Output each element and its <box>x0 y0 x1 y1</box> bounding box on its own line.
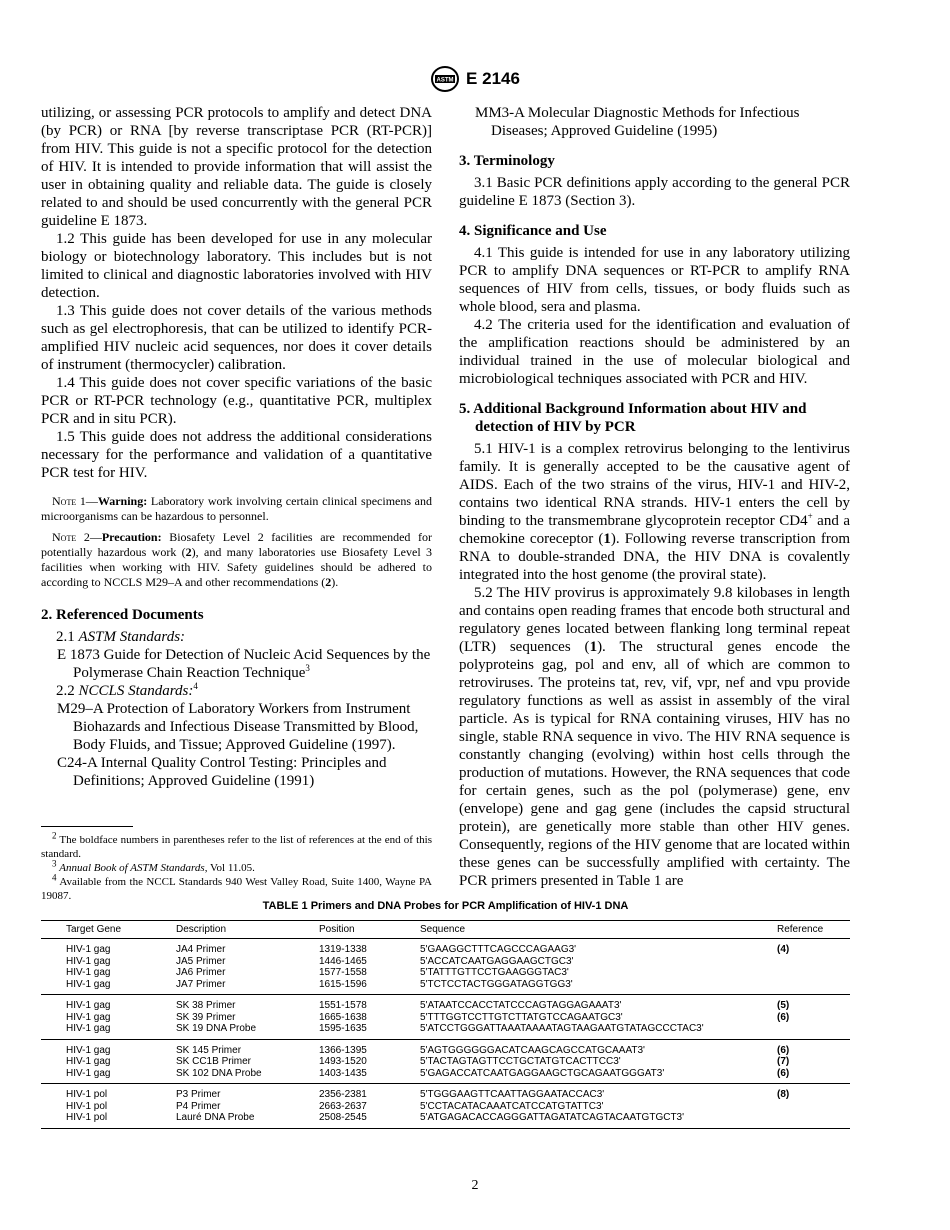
cell-description: SK 38 Primer <box>176 1000 236 1011</box>
cell-description: JA7 Primer <box>176 978 226 990</box>
cell-target-gene: HIV-1 gag <box>66 978 111 990</box>
cell-position: 1403-1435 <box>319 1067 367 1079</box>
cell-target-gene: HIV-1 pol <box>66 1089 108 1100</box>
cell-description: Lauré DNA Probe <box>176 1112 255 1123</box>
cell-position: 1551-1578 <box>319 1000 367 1011</box>
table-group <box>41 1039 850 1084</box>
cell-sequence: 5'TATTTGTTCCTGAAGGGTAC3' <box>420 967 569 978</box>
cell-description: SK 39 Primer <box>176 1011 236 1023</box>
astm-standards-heading: 2.1 ASTM Standards: <box>56 629 186 645</box>
table-group <box>41 995 850 1040</box>
cell-target-gene: HIV-1 pol <box>66 1100 108 1112</box>
cell-target-gene: HIV-1 gag <box>66 1056 111 1067</box>
footnote-4: $^4$ Available from the NCCL Standards 940 West Valley Road, Suite 1400, Wayne PA 19087. <box>41 872 432 902</box>
scope-intro-paragraph: utilizing, or assessing PCR protocols to amplify and detect DNA (by PCR) or RNA [by reverse transcriptase PCR (RT-PCR)] from HIV. This guide is not a specific protocol for the detection of HIV. It is intended to provide information that will assist the user in obtaining quality and reliable data. The guide is closely related to and should be used concurrently with the general PCR guideline E 1873. <box>41 105 432 229</box>
cell-target-gene: HIV-1 gag <box>66 1067 111 1079</box>
cell-reference <box>777 967 850 979</box>
cell-sequence: 5'GAGACCATCAATGAGGAAGCTGCAGAATGGGAT3' <box>420 1067 665 1079</box>
table-row <box>41 1012 850 1024</box>
cell-position: 2356-2381 <box>319 1089 367 1100</box>
table-row <box>41 1084 850 1101</box>
table-header-row <box>41 921 850 939</box>
reference-e1873: E 1873 Guide for Detection of Nucleic Acid Sequences by the Polymerase Chain Reaction Technique$^3$ <box>57 647 431 681</box>
footnote-3: $^3$ Annual Book of ASTM Standards, Vol 11.05. <box>52 858 255 874</box>
cell-position: 1319-1338 <box>319 944 367 955</box>
cell-position: 1366-1395 <box>319 1044 367 1056</box>
standard-designation: E 2146 <box>466 69 520 88</box>
cell-description: SK 19 DNA Probe <box>176 1023 257 1034</box>
right-column <box>459 104 850 890</box>
page-header <box>0 64 950 94</box>
cell-reference <box>777 979 850 995</box>
cell-target-gene: HIV-1 gag <box>66 944 111 955</box>
primer-data-table <box>41 920 850 1129</box>
table-row <box>41 956 850 968</box>
cell-position: 1493-1520 <box>319 1056 367 1067</box>
table-row <box>41 1023 850 1039</box>
cell-position: 2663-2637 <box>319 1100 367 1112</box>
cell-target-gene: HIV-1 gag <box>66 967 111 978</box>
cell-position: 1446-1465 <box>319 955 367 967</box>
cell-reference: (7) <box>777 1056 790 1067</box>
reference-m29a: M29–A Protection of Laboratory Workers from Instrument Biohazards and Infectious Disease Transmitted by Blood, Body Fluids, and Tissue; Approved Guideline (1997). <box>57 701 419 753</box>
reference-c24a: C24-A Internal Quality Control Testing: Principles and Definitions; Approved Guideline (1991) <box>57 755 387 789</box>
astm-logo-icon <box>430 66 460 92</box>
table-row <box>41 1068 850 1084</box>
column-header: Reference <box>777 924 824 935</box>
cell-position: 1577-1558 <box>319 967 367 978</box>
cell-target-gene: HIV-1 gag <box>66 1011 111 1023</box>
cell-target-gene: HIV-1 gag <box>66 955 111 967</box>
cell-reference: (5) <box>777 1000 790 1011</box>
paragraph-5-2: 5.2 The HIV provirus is approximately 9.8 kilobases in length and contains open reading frames that encode both structural and regulatory genes located between flanking long terminal repeat (LTR) sequences (1). The structural genes encode the polyproteins gag, pol and env, all of which are common to retroviruses. The proteins tat, rev, vif, vpr, nef and vpu provide regulatory functions as well as assist in assembly of the viral particle. As is typical for RNA containing viruses, HIV has no single, stable RNA sequence in vivo. The HIV RNA sequence is constantly changing (evolving) within host cells through the production of mutations. However, the RNA sequences that code for certain genes, such as the pol (polymerase) gene, env (envelope) gene and gag gene (includes the capsid structural protein), are genetically more stable than other HIV genes. Consequently, regions of the HIV genome that are located within these genes can be successfully amplified with certainty. The PCR primers presented in Table 1 are <box>459 585 850 889</box>
section-2-heading: 2. Referenced Documents <box>41 607 204 623</box>
table-row <box>41 1056 850 1068</box>
footnote-divider <box>41 826 133 827</box>
left-column <box>41 104 432 903</box>
note-1: Note 1—Warning: Laboratory work involving certain clinical specimens and microorganisms can be hazardous to personnel. <box>41 494 432 523</box>
cell-reference: (6) <box>777 1067 790 1079</box>
cell-reference <box>777 1023 850 1039</box>
section-4-heading: 4. Significance and Use <box>459 223 607 239</box>
cell-reference: (6) <box>777 1044 790 1056</box>
table-row <box>41 1112 850 1128</box>
table-group <box>41 939 850 995</box>
cell-reference <box>777 1112 850 1128</box>
paragraph-1-4: 1.4 This guide does not cover specific variations of the basic PCR or RT-PCR technology (e.g., quantitative PCR, multiplex PCR and in situ PCR). <box>41 375 432 427</box>
note-2: Note 2—Precaution: Biosafety Level 2 facilities are recommended for potentially hazardous work (2), and many laboratories use Biosafety Level 3 facilities when working with HIV. Safety guidelines should be adhered to according to NCCLS M29–A and other recommendations (2). <box>41 530 433 589</box>
cell-position: 1595-1635 <box>319 1023 367 1034</box>
cell-sequence: 5'TGGGAAGTTCAATTAGGAATACCAC3' <box>420 1089 605 1100</box>
cell-sequence: 5'GAAGGCTTTCAGCCCAGAAG3' <box>420 944 577 955</box>
cell-position: 1665-1638 <box>319 1011 367 1023</box>
cell-description: SK 145 Primer <box>176 1044 242 1056</box>
cell-reference: (8) <box>777 1089 790 1100</box>
cell-description: JA6 Primer <box>176 967 226 978</box>
paragraph-4-1: 4.1 This guide is intended for use in any laboratory utilizing PCR to amplify DNA sequences or RT-PCR to amplify RNA sequences of HIV from cells, tissues, or body fluids such as whole blood, sera and plasma. <box>459 245 850 315</box>
cell-description: P4 Primer <box>176 1100 221 1112</box>
cell-target-gene: HIV-1 gag <box>66 1044 111 1056</box>
cell-description: JA4 Primer <box>176 944 226 955</box>
paragraph-4-2: 4.2 The criteria used for the identification and evaluation of the amplification reactions should be administered by an individual trained in the use of molecular biological and microbiological techniques associated with PCR and HIV. <box>459 317 850 387</box>
cell-sequence: 5'ATGAGACACCAGGGATTAGATATCAGTACAATGTGCT3' <box>420 1112 685 1123</box>
cell-description: SK CC1B Primer <box>176 1056 252 1067</box>
table-row <box>41 995 850 1012</box>
cell-sequence: 5'TCTCCTACTGGGATAGGTGG3' <box>420 978 573 990</box>
paragraph-1-5: 1.5 This guide does not address the additional considerations necessary for the performance and validation of a quantitative PCR test for HIV. <box>41 429 432 481</box>
column-header: Description <box>176 924 227 935</box>
section-3-heading: 3. Terminology <box>459 153 555 169</box>
primer-table <box>41 900 850 1129</box>
table-row <box>41 1101 850 1113</box>
reference-mm3a: MM3-A Molecular Diagnostic Methods for Infectious Diseases; Approved Guideline (1995) <box>475 105 800 139</box>
paragraph-3-1: 3.1 Basic PCR definitions apply according to the general PCR guideline E 1873 (Section 3). <box>459 175 850 209</box>
column-header: Position <box>319 924 355 935</box>
cell-description: JA5 Primer <box>176 955 226 967</box>
table-row <box>41 1039 850 1056</box>
cell-target-gene: HIV-1 gag <box>66 1000 111 1011</box>
cell-sequence: 5'TTTGGTCCTTGTCTTATGTCCAGAATGC3' <box>420 1011 623 1023</box>
cell-reference: (4) <box>777 944 790 955</box>
paragraph-5-1: 5.1 HIV-1 is a complex retrovirus belonging to the lentivirus family. It is generally accepted to be the causative agent of AIDS. Each of the two strains of the virus, HIV-1 and HIV-2, contains two identical RNA strands. HIV-1 enters the cell by binding to the transmembrane glycoprotein receptor CD4+ and a chemokine coreceptor (1). Following reverse transcription from RNA to double-stranded DNA, the HIV DNA is covalently integrated into the host genome (the proviral state). <box>459 441 850 583</box>
cell-description: SK 102 DNA Probe <box>176 1067 262 1079</box>
footnote-2: $^2$ The boldface numbers in parentheses refer to the list of references at the end of this standard. <box>41 830 432 860</box>
table-row <box>41 967 850 979</box>
section-5-heading: 5. Additional Background Information about HIV and detection of HIV by PCR <box>459 401 807 435</box>
cell-target-gene: HIV-1 gag <box>66 1023 111 1034</box>
cell-description: P3 Primer <box>176 1089 221 1100</box>
cell-reference <box>777 1101 850 1113</box>
cell-sequence: 5'ATCCTGGGATTAAATAAAATAGTAAGAATGTATAGCCCTAC3' <box>420 1023 704 1034</box>
cell-sequence: 5'ATAATCCACCTATCCCAGTAGGAGAAAT3' <box>420 1000 622 1011</box>
cell-reference <box>777 956 850 968</box>
cell-sequence: 5'TACTAGTAGTTCCTGCTATGTCACTTCC3' <box>420 1056 621 1067</box>
cell-sequence: 5'ACCATCAATGAGGAAGCTGC3' <box>420 955 574 967</box>
paragraph-1-2: 1.2 This guide has been developed for use in any molecular biology or biotechnology laboratory. This includes but is not limited to clinical and diagnostic laboratories involved with HIV detection. <box>41 231 432 301</box>
table-row <box>41 979 850 995</box>
svg-text:ASTM: ASTM <box>436 77 454 84</box>
cell-position: 1615-1596 <box>319 978 367 990</box>
column-header: Target Gene <box>66 924 122 935</box>
page-number: 2 <box>471 1178 479 1193</box>
cell-sequence: 5'AGTGGGGGGACATCAAGCAGCCATGCAAAT3' <box>420 1044 645 1056</box>
cell-sequence: 5'CCTACATACAAATCATCCATGTATTC3' <box>420 1100 604 1112</box>
column-header: Sequence <box>420 924 466 935</box>
cell-position: 2508-2545 <box>319 1112 367 1123</box>
table-title: TABLE 1 Primers and DNA Probes for PCR Amplification of HIV-1 DNA <box>262 900 629 912</box>
cell-reference: (6) <box>777 1011 790 1023</box>
table-row <box>41 939 850 956</box>
table-group <box>41 1084 850 1129</box>
cell-target-gene: HIV-1 pol <box>66 1112 108 1123</box>
nccls-standards-heading: 2.2 NCCLS Standards:$^4$ <box>56 681 198 699</box>
paragraph-1-3: 1.3 This guide does not cover details of the various methods such as gel electrophoresis, that can be utilized to identify PCR-amplified HIV nucleic acid sequences, nor does it cover details of instrument (thermocycler) calibration. <box>41 303 432 373</box>
